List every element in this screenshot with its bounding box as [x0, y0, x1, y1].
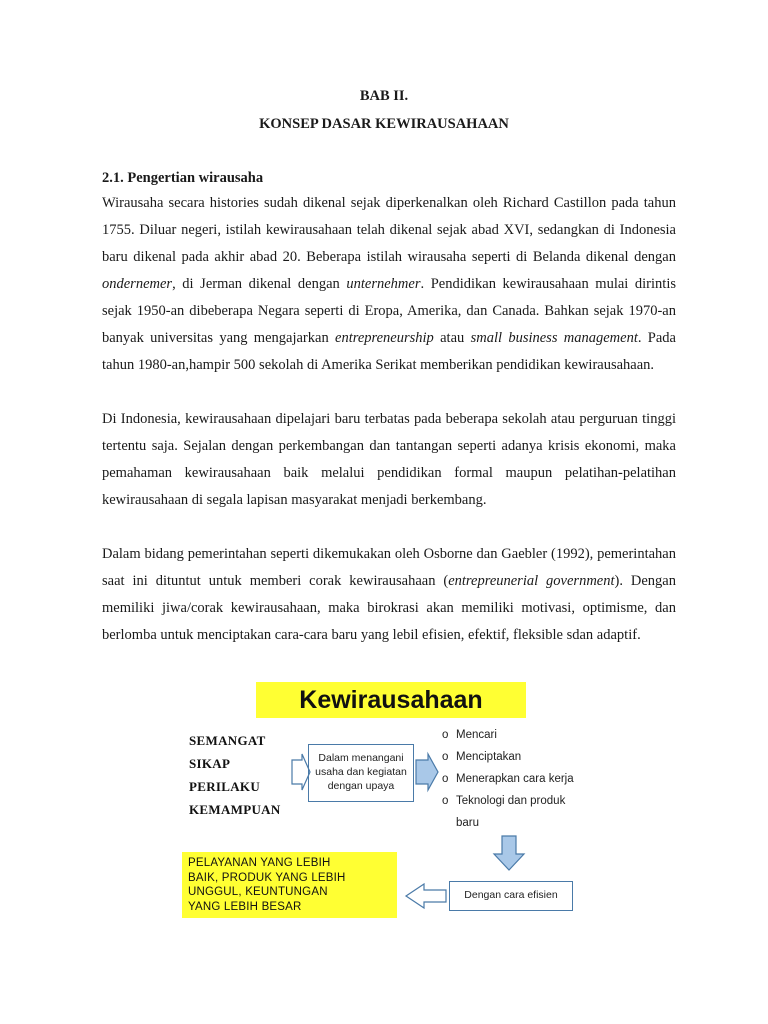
down-arrow-icon — [494, 836, 524, 870]
right-arrow-icon — [416, 754, 438, 790]
paragraph-indonesia: Di Indonesia, kewirausahaan dipelajari baru terbatas pada beberapa sekolah atau perguruan tinggi tertentu saja. Sejalan dengan perkembangan dan tantangan seperti adanya krisis ekonomi, maka pemahaman kewirausahaan baik melalui pendidikan formal maupun pelatihan-pelatihan kewirausahaan di segala lapisan masyarakat menjadi berkembang. — [102, 411, 676, 508]
paragraph-text: , di Jerman dikenal dengan — [172, 276, 347, 292]
bullet-item — [442, 751, 521, 763]
section-title: 2.1. Pengertian wirausaha — [102, 170, 264, 186]
bullet-icon: o — [442, 751, 449, 763]
bullet-text: Menerapkan cara kerja — [456, 773, 574, 785]
paragraph-text: atau — [433, 330, 471, 346]
attribute-semangat: SEMANGAT — [189, 733, 266, 748]
term-small-business: small business management — [470, 330, 638, 346]
bullet-text: Menciptakan — [456, 751, 522, 763]
result-line: PELAYANAN YANG LEBIH — [188, 857, 331, 869]
term-entrepreunerial-government: entrepreunerial government — [448, 573, 615, 589]
paragraph-text: . Pada tahun 1980-an,hampir 500 sekolah di Amerika Serikat memberikan pendidikan kewirausahaan. — [102, 330, 676, 373]
result-line: YANG LEBIH BESAR — [188, 900, 302, 913]
bullet-item-continued — [442, 817, 479, 829]
bullet-text: Mencari — [456, 729, 497, 741]
attribute-sikap: SIKAP — [189, 756, 231, 771]
bullet-text: baru — [456, 817, 480, 829]
result-arrow-icon — [406, 884, 446, 908]
result-box — [182, 852, 397, 918]
bullet-icon: o — [442, 795, 449, 807]
bullet-item — [442, 729, 497, 741]
paragraph-text: ). Dengan memiliki jiwa/corak kewirausahaan, maka birokrasi akan memiliki motivasi, optimisme, dan berlomba untuk menciptakan cara-cara baru yang lebil efisien, efektif, fleksible sdan adaptif. — [102, 573, 676, 643]
chapter-label: BAB II. — [359, 88, 409, 104]
paragraph-text: Wirausaha secara histories sudah dikenal sejak diperkenalkan oleh Richard Castillon pada tahun 1755. Diluar negeri, istilah kewirausahaan telah dikenal sejak abad XVI, sedangkan di Indonesia baru dikenal pada akhir abad 20. Beberapa istilah wirausaha seperti di Belanda dikenal dengan — [102, 195, 676, 265]
attribute-kemampuan: KEMAMPUAN — [189, 802, 281, 817]
result-line: BAIK, PRODUK YANG LEBIH — [188, 871, 346, 884]
bullet-item — [442, 773, 574, 785]
paragraph-text: Dalam bidang pemerintahan seperti dikemukakan oleh Osborne dan Gaebler (1992), pemerintahan saat ini dituntut untuk memberi corak kewirausahaan ( — [102, 546, 676, 589]
paragraph-government — [102, 541, 676, 649]
center-box-line: dengan upaya — [327, 780, 395, 792]
bullet-item — [442, 795, 565, 807]
paragraph-text: . Pendidikan kewirausahaan mulai dirintis sejak 1950-an dibeberapa Negara seperti di Eropa, Amerika, dan Canada. Bahkan sejak 1970-an banyak universitas yang mengajarkan — [102, 276, 676, 346]
paragraph-history — [102, 190, 676, 379]
center-box — [308, 744, 414, 802]
bullet-text: Teknologi dan produk — [456, 795, 566, 807]
result-box-text — [188, 856, 398, 914]
center-box-line: Dalam menangani — [318, 752, 404, 764]
term-entrepreneurship: entrepreneurship — [335, 330, 434, 346]
term-unternehmer: unternehmer — [346, 276, 421, 292]
diagram-banner-title: Kewirausahaan — [299, 686, 483, 714]
result-line: UNGGUL, KEUNTUNGAN — [188, 886, 328, 898]
chapter-title: KONSEP DASAR KEWIRAUSAHAAN — [259, 116, 509, 132]
bullet-icon: o — [442, 773, 449, 785]
kewirausahaan-diagram — [180, 676, 600, 926]
center-box-line: usaha dan kegiatan — [315, 766, 407, 778]
bullet-icon: o — [442, 729, 449, 741]
attribute-perilaku: PERILAKU — [189, 779, 261, 794]
method-box: Dengan cara efisien — [449, 881, 573, 911]
term-ondernemer: ondernemer — [102, 276, 173, 292]
